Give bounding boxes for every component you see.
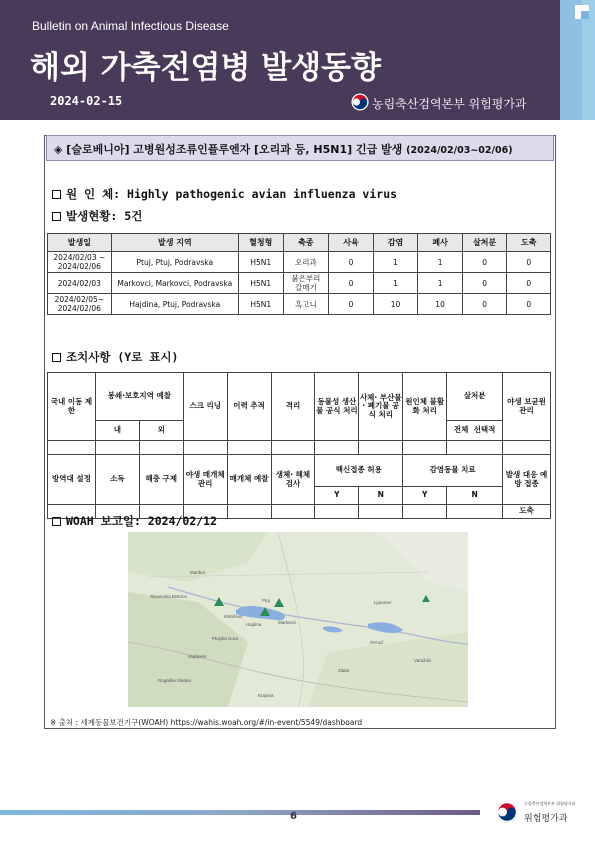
dead-cell: 1 bbox=[418, 252, 463, 273]
map-label: Hajdina bbox=[246, 622, 262, 627]
wildlife-vector-control: 야생 매개체 관리 bbox=[183, 455, 227, 505]
corner-square-inner-icon bbox=[581, 11, 589, 19]
checkbox-icon bbox=[52, 190, 61, 199]
species-cell bbox=[283, 294, 329, 315]
cull-sub bbox=[447, 421, 503, 441]
checkbox-icon bbox=[52, 212, 61, 221]
ante-post-mortem: 생체· 해체 검사 bbox=[271, 455, 315, 505]
dead-cell: 1 bbox=[418, 273, 463, 294]
cull-selective: 선택적 bbox=[473, 425, 496, 435]
species-cell bbox=[283, 252, 329, 273]
zone-outside: 외 bbox=[139, 421, 183, 441]
outbreak-map bbox=[128, 532, 468, 707]
dead-cell: 10 bbox=[418, 294, 463, 315]
col-header: 혈청형 bbox=[238, 234, 283, 252]
measures-title: 조치사항 (Y로 표시) bbox=[66, 350, 179, 364]
map-label: Rogaška Slatina bbox=[158, 678, 191, 683]
vacc-y: Y bbox=[315, 487, 359, 505]
map-label: Majšperk bbox=[188, 654, 207, 659]
culled-cell: 0 bbox=[462, 252, 507, 273]
product-processing: 동물성 생산물 공식 처리 bbox=[315, 373, 359, 441]
measures-table bbox=[47, 372, 551, 519]
pathogen-line bbox=[52, 186, 397, 202]
bulletin-label: Bulletin on Animal Infectious Disease bbox=[32, 19, 229, 33]
zoning: 방역대 설정 bbox=[48, 455, 96, 505]
screening: 스크 리닝 bbox=[183, 373, 227, 441]
serotype-cell: H5N1 bbox=[238, 294, 283, 315]
map-label: Markovci bbox=[278, 620, 297, 625]
map-label: Krapina bbox=[258, 693, 274, 698]
date-start: 2024/02/03 ~ bbox=[53, 253, 106, 262]
species-line1: 오리과 bbox=[294, 257, 317, 267]
quarantine: 격리 bbox=[271, 373, 315, 441]
raised-cell: 0 bbox=[329, 294, 374, 315]
section-title-text: [슬로베니아] 고병원성조류인플루엔자 [오리과 등, H5N1] 긴급 발생 bbox=[66, 143, 403, 156]
map-label: Slovenska Bistrica bbox=[150, 594, 187, 599]
footer-org-name: 위험평가과 bbox=[524, 814, 568, 824]
table-header-row bbox=[48, 234, 551, 252]
zone-surveillance: 봉쇄·보호지역 예찰 bbox=[95, 373, 183, 421]
region-cell: Markovci, Markovci, Podravska bbox=[111, 273, 238, 294]
vacc-n: N bbox=[359, 487, 403, 505]
col-header: 감염 bbox=[373, 234, 418, 252]
col-header: 도축 bbox=[507, 234, 551, 252]
infected-cell: 10 bbox=[373, 294, 418, 315]
zone-inside: 내 bbox=[95, 421, 139, 441]
disinfection: 소독 bbox=[95, 455, 139, 505]
org-name: 농림축산검역본부 위험평가과 bbox=[372, 97, 527, 111]
map-label: Maribor bbox=[190, 570, 206, 575]
map-label: Kidričevo bbox=[224, 614, 243, 619]
vaccination-permitted: 백신접종 허용 bbox=[315, 455, 403, 487]
slaughter-label: 도축 bbox=[503, 505, 551, 519]
table-row bbox=[48, 273, 551, 294]
date-cell bbox=[48, 252, 112, 273]
woah-line bbox=[52, 513, 217, 529]
footer-bar bbox=[0, 810, 480, 815]
raised-cell: 0 bbox=[329, 273, 374, 294]
emergency-vaccination: 발생 대응 예방 접종 bbox=[503, 455, 551, 505]
col-header: 살처분 bbox=[462, 234, 507, 252]
map-label: Ptuj bbox=[262, 598, 270, 603]
table-row bbox=[48, 252, 551, 273]
cull-all: 전체 bbox=[453, 425, 469, 435]
source-note: ※ 출처 : 세계동물보건기구(WOAH) https://wahis.woah.org/#/in-event/5549/dashboard bbox=[50, 718, 363, 727]
col-header: 폐사 bbox=[418, 234, 463, 252]
treat-y: Y bbox=[403, 487, 447, 505]
col-header: 축종 bbox=[283, 234, 329, 252]
treat-n: N bbox=[447, 487, 503, 505]
traceability: 이력 추적 bbox=[227, 373, 271, 441]
pathogen-inactivation: 원인체 불활화 처리 bbox=[403, 373, 447, 441]
report-date: 2024-02-15 bbox=[50, 94, 123, 108]
diamond-icon: ◈ bbox=[54, 143, 67, 156]
status-line bbox=[52, 208, 142, 224]
pathogen-text: 원 인 체: Highly pathogenic avian influenza virus bbox=[66, 187, 398, 201]
map-label: Ptujska Gora bbox=[212, 636, 239, 641]
page-title: 해외 가축전염병 발생동향 bbox=[30, 50, 381, 86]
vector-surveillance: 매개체 예찰 bbox=[227, 455, 271, 505]
slaughter-cell: 0 bbox=[507, 294, 551, 315]
map-label: Zlatar bbox=[338, 668, 350, 673]
col-header: 발생 지역 bbox=[111, 234, 238, 252]
species-line1: 붉은부리 bbox=[291, 274, 321, 283]
map-svg bbox=[128, 532, 468, 707]
wild-reservoir-control: 야생 보균원 관리 bbox=[503, 373, 551, 441]
species-cell bbox=[283, 273, 329, 294]
checkbox-icon bbox=[52, 517, 61, 526]
date-cell bbox=[48, 294, 112, 315]
outbreak-table bbox=[47, 233, 551, 315]
date-end: 2024/02/06 bbox=[57, 304, 101, 313]
infected-cell: 1 bbox=[373, 273, 418, 294]
col-header: 발생일 bbox=[48, 234, 112, 252]
status-text: 발생현황: 5건 bbox=[66, 209, 143, 223]
woah-date: WOAH 보고일: 2024/02/12 bbox=[66, 514, 218, 528]
measures-row-1c bbox=[48, 441, 551, 455]
date-cell bbox=[48, 273, 112, 294]
checkbox-icon bbox=[52, 353, 61, 362]
taegeuk-logo-icon bbox=[496, 801, 518, 823]
page-number: 6 bbox=[290, 811, 297, 822]
date-end: 2024/02/06 bbox=[57, 262, 101, 271]
treatment-infected: 감염동물 치료 bbox=[403, 455, 503, 487]
section-title bbox=[54, 141, 513, 157]
serotype-cell: H5N1 bbox=[238, 273, 283, 294]
species-line1: 흑고니 bbox=[294, 299, 317, 309]
measures-line bbox=[52, 349, 178, 365]
domestic-restriction: 국내 이동 제한 bbox=[48, 373, 96, 441]
raised-cell: 0 bbox=[329, 252, 374, 273]
culled-cell: 0 bbox=[462, 273, 507, 294]
map-label: Ljutomer bbox=[374, 600, 392, 605]
infected-cell: 1 bbox=[373, 252, 418, 273]
serotype-cell: H5N1 bbox=[238, 252, 283, 273]
stamping-out: 살처분 bbox=[447, 373, 503, 421]
carcass-disposal: 사체· 부산물· 폐기물 공식 처리 bbox=[359, 373, 403, 441]
measures-row-1a bbox=[48, 373, 551, 421]
pest-control: 해충 구제 bbox=[139, 455, 183, 505]
region-cell: Hajdina, Ptuj, Podravska bbox=[111, 294, 238, 315]
culled-cell: 0 bbox=[462, 294, 507, 315]
slaughter-cell: 0 bbox=[507, 252, 551, 273]
date-start: 2024/02/03 bbox=[57, 278, 101, 288]
taegeuk-logo-icon bbox=[351, 93, 369, 111]
measures-row-2a bbox=[48, 455, 551, 487]
map-label: Ormož bbox=[370, 640, 384, 645]
species-line2: 갈매기 bbox=[294, 283, 317, 292]
date-start: 2024/02/05~ bbox=[54, 295, 105, 304]
footer-org-small: 농림축산검역본부 위험평가과 bbox=[524, 801, 576, 806]
section-title-date: (2024/02/03~02/06) bbox=[406, 145, 513, 156]
slaughter-cell: 0 bbox=[507, 273, 551, 294]
col-header: 사육 bbox=[329, 234, 374, 252]
region-cell: Ptuj, Ptuj, Podravska bbox=[111, 252, 238, 273]
map-label: Varaždin bbox=[414, 658, 432, 663]
table-row bbox=[48, 294, 551, 315]
